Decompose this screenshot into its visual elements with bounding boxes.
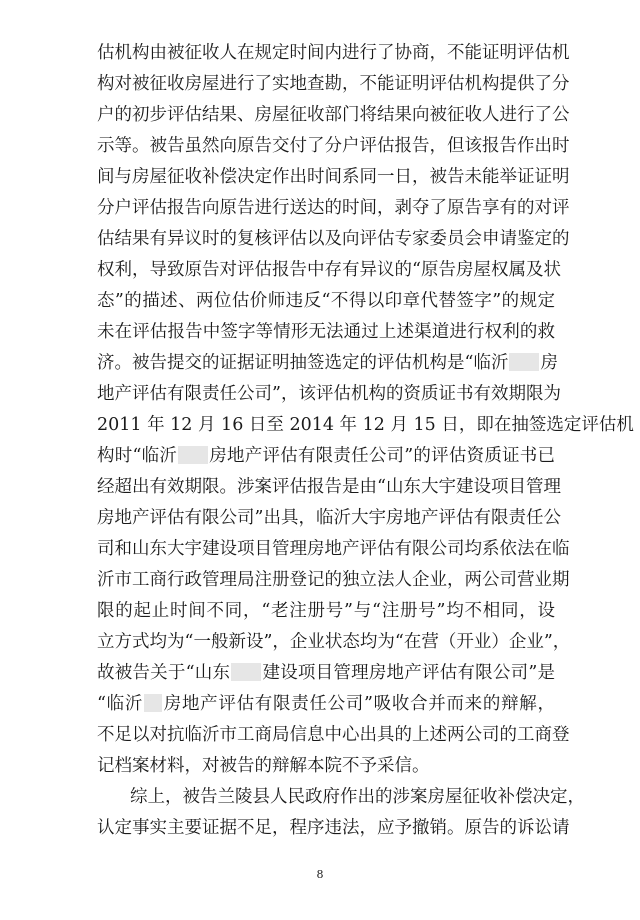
redaction-mark bbox=[509, 353, 539, 371]
text-line: 不足以对抗临沂市工商局信息中心出具的上述两公司的工商登 bbox=[97, 725, 570, 745]
text-line: 2011 年 12 月 16 日至 2014 年 12 月 15 日，即在抽签选定评估机 bbox=[97, 415, 634, 435]
text-segment: 构时“临沂 bbox=[97, 446, 178, 466]
text-line: 态”的描述、两位估价师违反“不得以印章代替签字”的规定 bbox=[97, 291, 555, 311]
redaction-mark bbox=[231, 663, 261, 681]
text-line: 立方式均为“一般新设”，企业状态均为“在营（开业）企业”， bbox=[97, 632, 571, 652]
text-line: 估机构由被征收人在规定时间内进行了协商，不能证明评估机 bbox=[97, 43, 570, 63]
text-line: 房地产评估有限公司”出具，临沂大宇房地产评估有限责任公 bbox=[97, 508, 561, 528]
text-line: 权利，导致原告对评估报告中存有异议的“原告房屋权属及状 bbox=[97, 260, 561, 280]
text-line: 构对被征收房屋进行了实地查勘，不能证明评估机构提供了分 bbox=[97, 74, 570, 94]
text-line: 沂市工商行政管理局注册登记的独立法人企业，两公司营业期 bbox=[97, 570, 570, 590]
text-segment: “临沂 bbox=[97, 694, 144, 714]
text-line: 示等。被告虽然向原告交付了分户评估报告，但该报告作出时 bbox=[97, 136, 570, 156]
text-line: 限的起止时间不同，“老注册号”与“注册号”均不相同，设 bbox=[97, 601, 555, 621]
redaction-mark bbox=[178, 446, 208, 464]
text-line: 司和山东大宇建设项目管理房地产评估有限公司均系依法在临 bbox=[97, 539, 570, 559]
text-line: 综上，被告兰陵县人民政府作出的涉案房屋征收补偿决定， bbox=[130, 787, 585, 807]
text-line: 记档案材料，对被告的辩解本院不予采信。 bbox=[97, 756, 430, 776]
text-line: 地产评估有限责任公司”，该评估机构的资质证书有效期限为 bbox=[97, 384, 561, 404]
page-number: 8 bbox=[316, 868, 324, 881]
text-line: 估结果有异议时的复核评估以及向评估专家委员会申请鉴定的 bbox=[97, 229, 570, 249]
text-segment: 房地产评估有限责任公司”的评估资质证书已 bbox=[209, 446, 555, 466]
text-segment: 济。被告提交的证据证明抽签选定的评估机构是“临沂 bbox=[97, 353, 509, 373]
text-line: 分户评估报告向原告进行送达的时间，剥夺了原告享有的对评 bbox=[97, 198, 570, 218]
text-line bbox=[97, 661, 555, 685]
redaction-mark bbox=[144, 694, 162, 712]
text-line: 户的初步评估结果、房屋征收部门将结果向被征收人进行了公 bbox=[97, 105, 570, 125]
text-segment: 房地产评估有限责任公司”吸收合并而来的辩解， bbox=[163, 694, 555, 714]
text-line: 未在评估报告中签字等情形无法通过上述渠道进行权利的救 bbox=[97, 322, 555, 342]
text-line bbox=[97, 351, 558, 375]
text-line bbox=[97, 444, 555, 468]
text-line: 间与房屋征收补偿决定作出时间系同一日，被告未能举证证明 bbox=[97, 167, 570, 187]
text-segment: 房 bbox=[540, 353, 558, 373]
text-line: 经超出有效期限。涉案评估报告是由“山东大宇建设项目管理 bbox=[97, 477, 561, 497]
text-line: 认定事实主要证据不足，程序违法，应予撤销。原告的诉讼请 bbox=[97, 818, 570, 838]
text-segment: 故被告关于“山东 bbox=[97, 663, 231, 683]
text-segment: 建设项目管理房地产评估有限公司”是 bbox=[262, 663, 555, 683]
text-line bbox=[97, 692, 555, 716]
